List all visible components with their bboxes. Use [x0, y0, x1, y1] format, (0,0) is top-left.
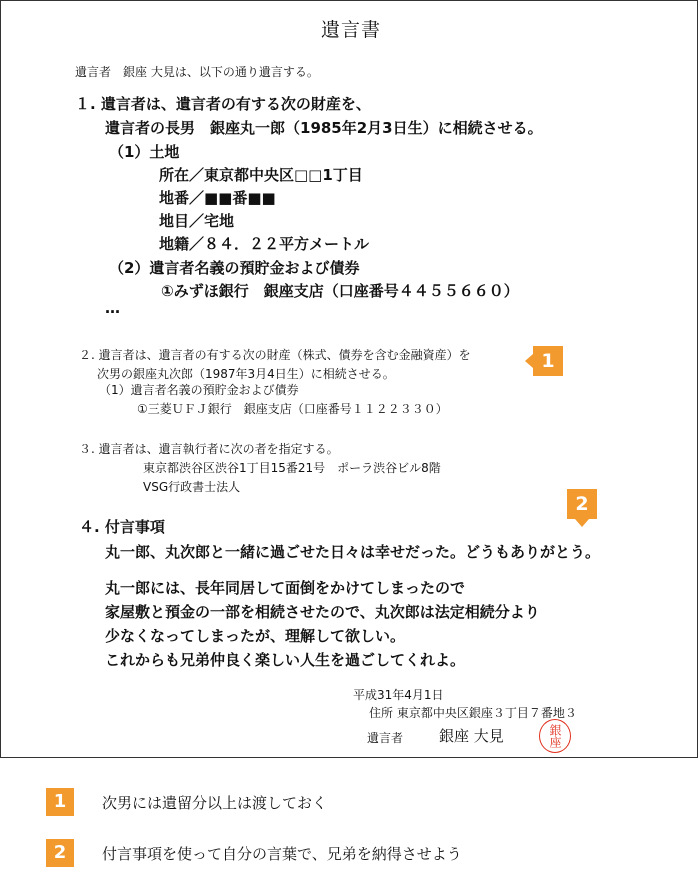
clause2-line2: 次男の銀座丸次郎（1987年3月4日生）に相続させる。: [97, 367, 395, 381]
callout-badge-1: 1: [533, 346, 563, 376]
clause3-address: 東京都渋谷区渋谷1丁目15番21号 ポーラ渋谷ビル8階: [143, 461, 441, 475]
clause1-ellipsis: …: [105, 299, 120, 317]
clause1-bank: ①みずほ銀行 銀座支店（口座番号４４５５６６０）: [161, 282, 519, 300]
seal-stamp: [539, 719, 571, 753]
clause4-message2-line: 丸一郎には、長年同居して面倒をかけてしまったので: [105, 579, 466, 597]
clause1-line1: １. 遺言者は、遺言者の有する次の財産を、: [75, 95, 371, 113]
clause1-area: 地籍／８４．２２平方メートル: [159, 235, 370, 253]
clause3-line1: ３. 遺言者は、遺言執行者に次の者を指定する。: [79, 442, 339, 456]
clause4-message1: 丸一郎、丸次郎と一緒に過ごせた日々は幸せだった。どうもありがとう。: [105, 543, 601, 561]
clause2-bank: ①三菱ＵＦＪ銀行 銀座支店（口座番号１１２２３３０）: [137, 402, 448, 416]
clause4-message2-line: これからも兄弟仲良く楽しい人生を過ごしてくれよ。: [105, 651, 466, 669]
clause2-sub-heading: （1）遺言者名義の預貯金および債券: [99, 383, 299, 397]
clause1-line2: 遺言者の長男 銀座丸一郎（1985年2月3日生）に相続させる。: [105, 119, 543, 137]
legend-badge-1: 1: [46, 788, 74, 816]
legend-text-1: 次男には遺留分以上は渡しておく: [102, 794, 328, 812]
signature-date: 平成31年4月1日: [353, 688, 444, 702]
clause2-line1: ２. 遺言者は、遺言者の有する次の財産（株式、債券を含む金融資産）を: [79, 348, 471, 362]
intro-line: 遺言者 銀座 大見は、以下の通り遺言する。: [75, 65, 319, 79]
legend-badge-2: 2: [46, 839, 74, 867]
document-title: 遺言書: [320, 19, 381, 41]
seal-text: 銀座: [548, 724, 562, 748]
clause1-lot: 地番／■■番■■: [159, 189, 276, 207]
clause4-message2-line: 少なくなってしまったが、理解して欲しい。: [105, 627, 406, 645]
signature-name: 銀座 大見: [439, 727, 504, 745]
clause1-sub1-heading: （1）土地: [109, 143, 180, 161]
clause4-heading: ４. 付言事項: [79, 518, 165, 536]
signature-address: 住所 東京都中央区銀座３丁目７番地３: [369, 706, 577, 720]
clause1-sub2-heading: （2）遺言者名義の預貯金および債券: [109, 259, 360, 277]
clause4-message2-line: 家屋敷と預金の一部を相続させたので、丸次郎は法定相続分より: [105, 603, 540, 621]
clause1-address: 所在／東京都中央区□□1丁目: [159, 166, 363, 184]
legend-text-2: 付言事項を使って自分の言葉で、兄弟を納得させよう: [102, 845, 462, 863]
clause3-name: VSG行政書士法人: [143, 480, 241, 494]
signature-label: 遺言者: [367, 731, 404, 745]
clause1-land-type: 地目／宅地: [159, 212, 235, 230]
callout-badge-2: 2: [567, 489, 597, 519]
